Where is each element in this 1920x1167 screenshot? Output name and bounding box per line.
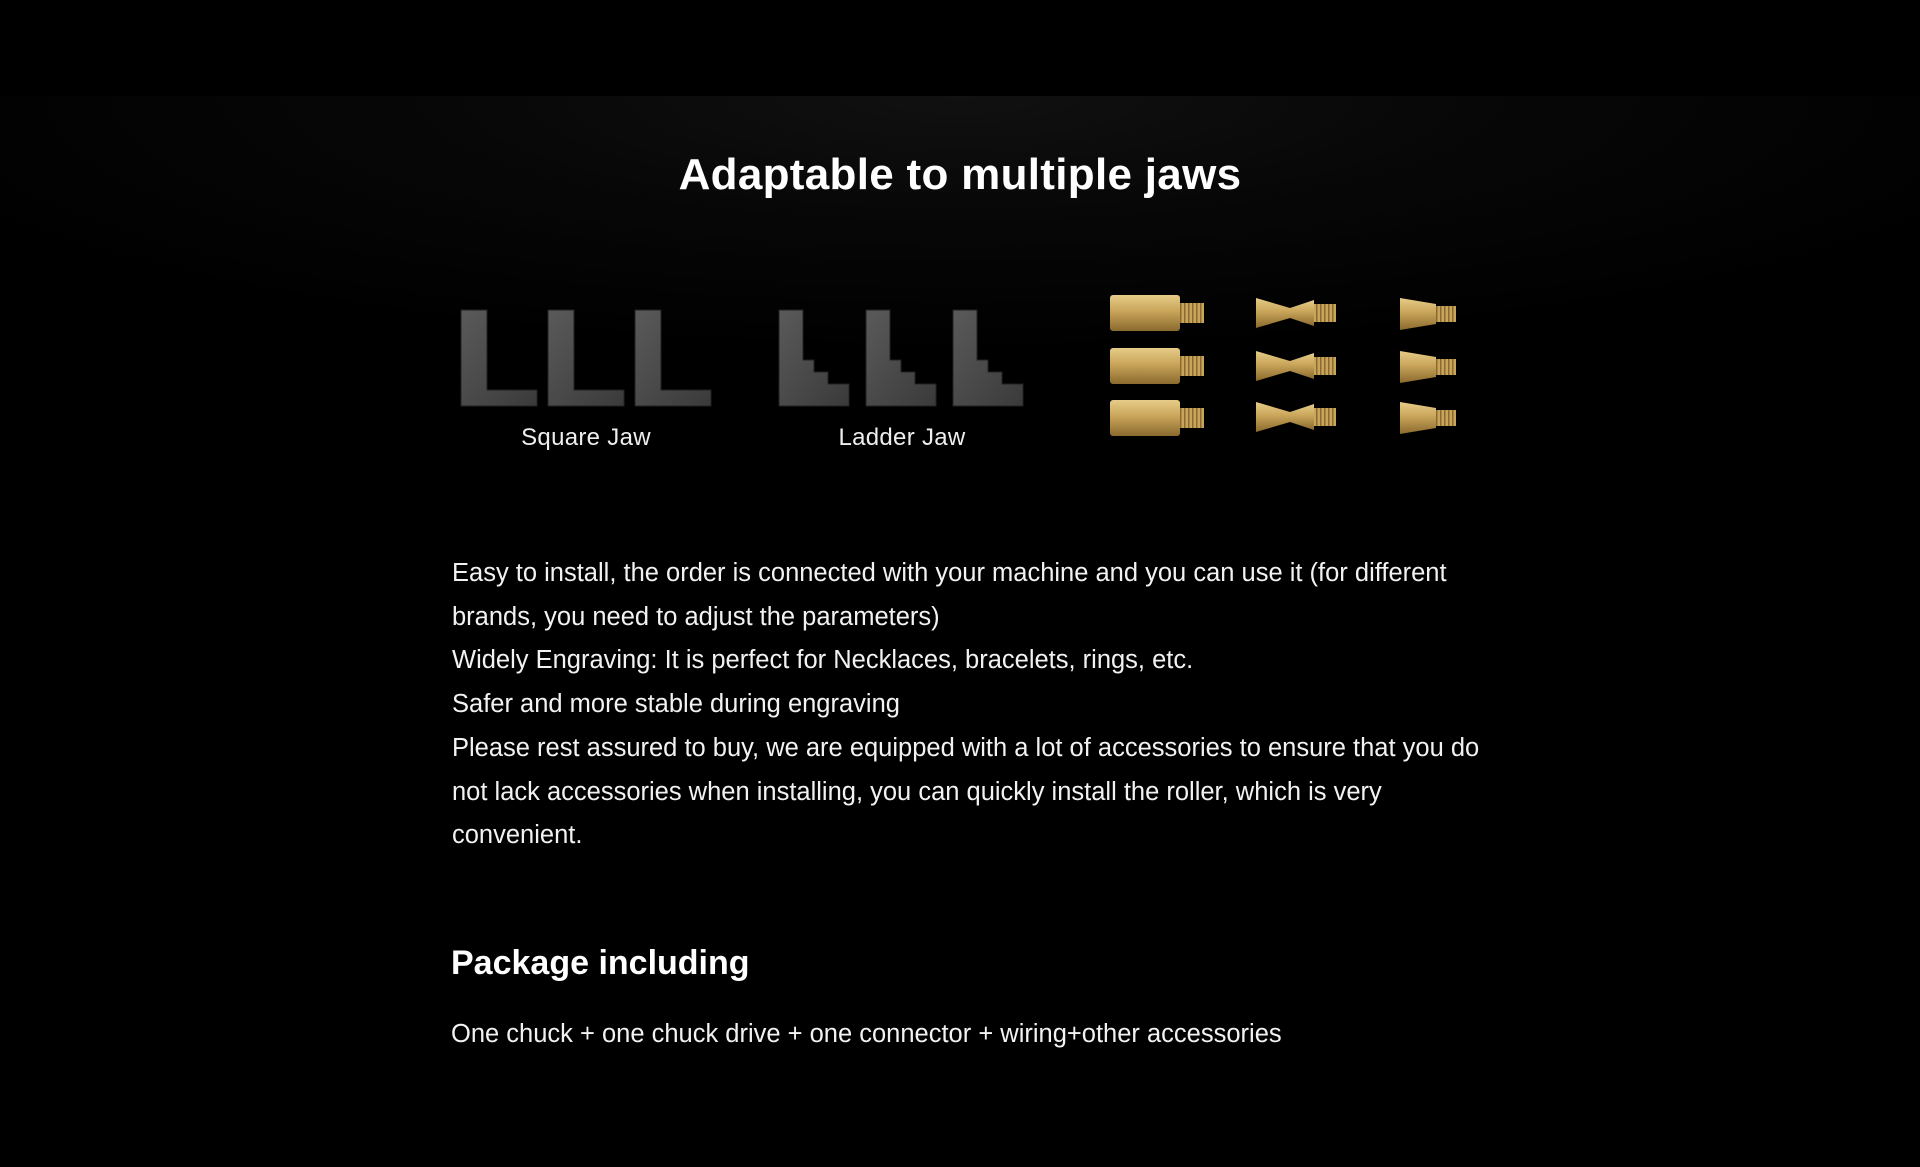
product-description (452, 552, 1492, 858)
package-contents: One chuck + one chuck drive + one connector + wiring+other accessories (451, 1020, 1282, 1048)
description-line: Safer and more stable during engraving (452, 690, 900, 719)
ladder-jaw-label: Ladder Jaw (838, 424, 966, 451)
description-line: Widely Engraving: It is perfect for Necklaces, bracelets, rings, etc. (452, 646, 1194, 675)
ladder-jaw-icon (776, 306, 1028, 410)
package-title: Package including (451, 944, 750, 982)
square-jaw-label: Square Jaw (521, 424, 651, 451)
page-title: Adaptable to multiple jaws (678, 150, 1242, 199)
description-line: Easy to install, the order is connected with your machine and you can use it (for different brands, you need to adjust the parameters) (452, 559, 1447, 631)
description-line: Please rest assured to buy, we are equipped with a lot of accessories to ensure that you do not lack accessories when installing, you can quickly install the roller, which is very convenient. (452, 733, 1480, 850)
brass-connector-pins-icon (1100, 290, 1480, 445)
square-jaw-icon (458, 306, 714, 410)
